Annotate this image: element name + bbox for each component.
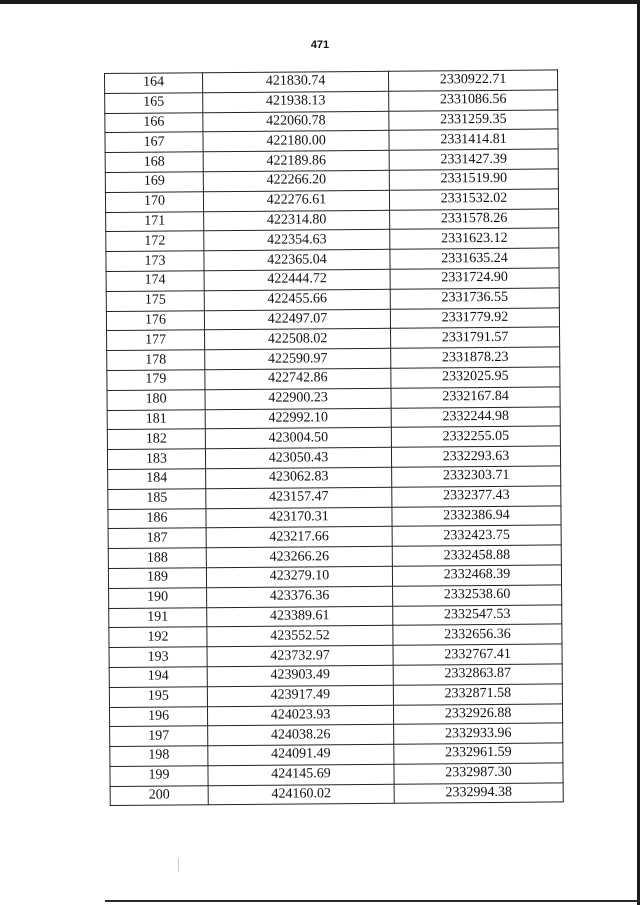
- x-coordinate-cell: 424038.26: [208, 725, 394, 746]
- x-coordinate-cell: 423917.49: [207, 685, 393, 706]
- x-coordinate-cell: 423903.49: [207, 665, 393, 686]
- y-coordinate-cell: 2330922.71: [388, 70, 557, 91]
- point-number-cell: 185: [108, 488, 206, 509]
- point-number-cell: 175: [106, 290, 204, 311]
- table-row: [110, 783, 563, 806]
- point-number-cell: 193: [109, 647, 207, 668]
- point-number-cell: 194: [109, 667, 207, 688]
- y-coordinate-cell: 2332933.96: [394, 723, 563, 744]
- point-number-cell: 180: [107, 389, 205, 410]
- y-coordinate-cell: 2331878.23: [391, 347, 560, 368]
- point-number-cell: 181: [107, 409, 205, 430]
- scan-speck: [178, 858, 179, 872]
- point-number-cell: 178: [107, 350, 205, 371]
- x-coordinate-cell: 422455.66: [204, 289, 390, 310]
- point-number-cell: 191: [109, 607, 207, 628]
- x-coordinate-cell: 424023.93: [207, 705, 393, 726]
- x-coordinate-cell: 422314.80: [204, 210, 390, 231]
- point-number-cell: 183: [107, 449, 205, 470]
- x-coordinate-cell: 424160.02: [208, 784, 394, 805]
- x-coordinate-cell: 421830.74: [203, 71, 389, 92]
- x-coordinate-cell: 423266.26: [206, 546, 392, 567]
- x-coordinate-cell: 421938.13: [203, 91, 389, 112]
- scan-top-border: [0, 0, 640, 4]
- x-coordinate-cell: 423279.10: [206, 566, 392, 587]
- point-number-cell: 187: [108, 528, 206, 549]
- x-coordinate-cell: 422365.04: [204, 249, 390, 270]
- y-coordinate-cell: 2332987.30: [394, 763, 563, 784]
- y-coordinate-cell: 2332167.84: [391, 387, 560, 408]
- x-coordinate-cell: 423157.47: [206, 487, 392, 508]
- point-number-cell: 173: [106, 251, 204, 272]
- point-number-cell: 168: [105, 152, 203, 173]
- point-number-cell: 174: [106, 271, 204, 292]
- y-coordinate-cell: 2332468.39: [392, 565, 561, 586]
- x-coordinate-cell: 423170.31: [206, 507, 392, 528]
- point-number-cell: 188: [108, 548, 206, 569]
- point-number-cell: 186: [108, 508, 206, 529]
- x-coordinate-cell: 422900.23: [205, 388, 391, 409]
- point-number-cell: 196: [109, 706, 207, 727]
- point-number-cell: 166: [105, 112, 203, 133]
- point-number-cell: 190: [109, 587, 207, 608]
- y-coordinate-cell: 2332255.05: [391, 426, 560, 447]
- point-number-cell: 170: [105, 192, 203, 213]
- point-number-cell: 200: [110, 785, 208, 806]
- x-coordinate-cell: 423376.36: [207, 586, 393, 607]
- y-coordinate-cell: 2332025.95: [391, 367, 560, 388]
- y-coordinate-cell: 2331414.81: [389, 129, 558, 150]
- x-coordinate-cell: 422742.86: [205, 368, 391, 389]
- y-coordinate-cell: 2332458.88: [392, 545, 561, 566]
- point-number-cell: 171: [106, 211, 204, 232]
- point-number-cell: 167: [105, 132, 203, 153]
- point-number-cell: 199: [110, 766, 208, 787]
- x-coordinate-cell: 422266.20: [203, 170, 389, 191]
- y-coordinate-cell: 2331623.12: [390, 228, 559, 249]
- coordinate-table-wrapper: [104, 69, 564, 806]
- y-coordinate-cell: 2331427.39: [389, 149, 558, 170]
- x-coordinate-cell: 422060.78: [203, 111, 389, 132]
- x-coordinate-cell: 424145.69: [208, 764, 394, 785]
- x-coordinate-cell: 422590.97: [205, 348, 391, 369]
- x-coordinate-cell: 422444.72: [204, 269, 390, 290]
- point-number-cell: 164: [105, 73, 203, 94]
- y-coordinate-cell: 2332767.41: [393, 644, 562, 665]
- x-coordinate-cell: 422189.86: [203, 150, 389, 171]
- y-coordinate-cell: 2332863.87: [393, 664, 562, 685]
- point-number-cell: 197: [110, 726, 208, 747]
- point-number-cell: 195: [109, 686, 207, 707]
- x-coordinate-cell: 424091.49: [208, 744, 394, 765]
- point-number-cell: 182: [107, 429, 205, 450]
- y-coordinate-cell: 2332871.58: [393, 684, 562, 705]
- x-coordinate-cell: 423389.61: [207, 606, 393, 627]
- y-coordinate-cell: 2331724.90: [390, 268, 559, 289]
- y-coordinate-cell: 2332293.63: [391, 446, 560, 467]
- y-coordinate-cell: 2332538.60: [393, 585, 562, 606]
- y-coordinate-cell: 2332303.71: [392, 466, 561, 487]
- x-coordinate-cell: 423062.83: [206, 467, 392, 488]
- y-coordinate-cell: 2331519.90: [389, 169, 558, 190]
- x-coordinate-cell: 422354.63: [204, 230, 390, 251]
- y-coordinate-cell: 2332244.98: [391, 406, 560, 427]
- point-number-cell: 177: [107, 330, 205, 351]
- x-coordinate-cell: 422508.02: [205, 329, 391, 350]
- x-coordinate-cell: 422497.07: [204, 309, 390, 330]
- y-coordinate-cell: 2331578.26: [390, 209, 559, 230]
- x-coordinate-cell: 423217.66: [206, 527, 392, 548]
- x-coordinate-cell: 423004.50: [205, 428, 391, 449]
- x-coordinate-cell: 422276.61: [203, 190, 389, 211]
- point-number-cell: 179: [107, 370, 205, 391]
- y-coordinate-cell: 2332994.38: [394, 783, 563, 804]
- y-coordinate-cell: 2332377.43: [392, 486, 561, 507]
- point-number-cell: 189: [108, 568, 206, 589]
- point-number-cell: 172: [106, 231, 204, 252]
- y-coordinate-cell: 2331779.92: [390, 307, 559, 328]
- point-number-cell: 198: [110, 746, 208, 767]
- coordinate-table: [104, 69, 564, 806]
- y-coordinate-cell: 2331259.35: [389, 110, 558, 131]
- x-coordinate-cell: 423552.52: [207, 626, 393, 647]
- page-number: 471: [310, 39, 330, 51]
- y-coordinate-cell: 2331791.57: [391, 327, 560, 348]
- x-coordinate-cell: 423050.43: [205, 447, 391, 468]
- x-coordinate-cell: 422992.10: [205, 408, 391, 429]
- point-number-cell: 184: [108, 469, 206, 490]
- y-coordinate-cell: 2331736.55: [390, 288, 559, 309]
- y-coordinate-cell: 2331532.02: [389, 189, 558, 210]
- y-coordinate-cell: 2332656.36: [393, 624, 562, 645]
- point-number-cell: 176: [106, 310, 204, 331]
- y-coordinate-cell: 2332423.75: [392, 525, 561, 546]
- point-number-cell: 192: [109, 627, 207, 648]
- y-coordinate-cell: 2331086.56: [389, 90, 558, 111]
- x-coordinate-cell: 423732.97: [207, 645, 393, 666]
- y-coordinate-cell: 2332961.59: [394, 743, 563, 764]
- point-number-cell: 165: [105, 93, 203, 114]
- table-body: [105, 70, 564, 806]
- scan-bottom-rule: [105, 900, 640, 902]
- y-coordinate-cell: 2331635.24: [390, 248, 559, 269]
- y-coordinate-cell: 2332386.94: [392, 505, 561, 526]
- x-coordinate-cell: 422180.00: [203, 131, 389, 152]
- y-coordinate-cell: 2332547.53: [393, 604, 562, 625]
- point-number-cell: 169: [105, 172, 203, 193]
- y-coordinate-cell: 2332926.88: [393, 703, 562, 724]
